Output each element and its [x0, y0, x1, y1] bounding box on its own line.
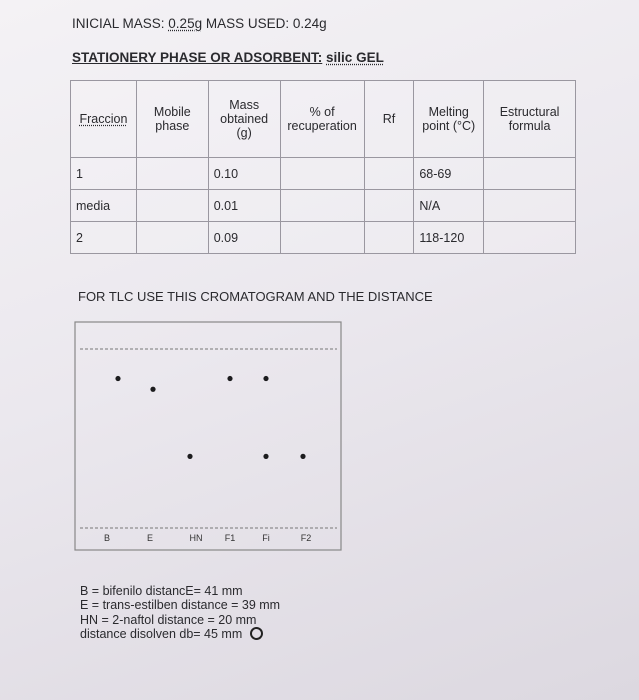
lane-label: B: [103, 533, 111, 543]
mass-used-label: MASS USED:: [205, 16, 290, 31]
legend-solvent-distance-text: distance disolven db= 45 mm: [80, 627, 243, 641]
header-structural-formula: Estructural formula: [484, 81, 576, 158]
tlc-plate-border: [75, 322, 341, 550]
header-mobile-phase: Mobile phase: [136, 81, 208, 158]
table-row: [71, 158, 576, 190]
cell-formula[interactable]: [484, 158, 576, 190]
cell-fraction: media: [71, 190, 137, 222]
header-rf: Rf: [364, 81, 414, 158]
legend-bifenilo: B = bifenilo distancE= 41 mm: [80, 584, 243, 598]
cell-melting-point: 118-120: [414, 222, 484, 254]
initial-mass-line: [72, 16, 327, 31]
cell-mass: 0.09: [208, 222, 280, 254]
tlc-spot: [263, 454, 268, 459]
tlc-spot: [227, 376, 232, 381]
cell-formula[interactable]: [484, 190, 576, 222]
header-mass-obtained: Mass obtained (g): [208, 81, 280, 158]
cell-fraction: 1: [71, 158, 137, 190]
lane-label: F2: [300, 533, 312, 543]
header-recuperation: % of recuperation: [280, 81, 364, 158]
initial-mass-label: INICIAL MASS:: [72, 16, 165, 31]
results-table: [70, 80, 576, 254]
table-row: [71, 190, 576, 222]
cell-rf[interactable]: [364, 222, 414, 254]
stationary-phase-label: STATIONERY PHASE OR ADSORBENT:: [72, 50, 323, 65]
lane-label: HN: [189, 533, 203, 543]
tlc-spot: [187, 454, 192, 459]
cell-recuperation[interactable]: [280, 190, 364, 222]
mass-used-value: 0.24g: [292, 16, 327, 31]
lane-label: E: [146, 533, 154, 543]
initial-mass-value: 0.25g: [168, 16, 203, 31]
cell-fraction: 2: [71, 222, 137, 254]
header-melting-point: Melting point (°C): [414, 81, 484, 158]
stationary-phase-line: [72, 50, 384, 65]
circle-icon: [250, 627, 263, 640]
tlc-spot: [150, 387, 155, 392]
tlc-spot: [115, 376, 120, 381]
table-row: [71, 222, 576, 254]
table-header-row: [71, 81, 576, 158]
tlc-heading: FOR TLC USE THIS CROMATOGRAM AND THE DISTANCE: [78, 289, 433, 304]
cell-mobile[interactable]: [136, 158, 208, 190]
cell-mobile[interactable]: [136, 222, 208, 254]
cell-recuperation[interactable]: [280, 158, 364, 190]
cell-mobile[interactable]: [136, 190, 208, 222]
stationary-phase-value: silic GEL: [326, 50, 384, 65]
tlc-spot: [263, 376, 268, 381]
cell-melting-point: 68-69: [414, 158, 484, 190]
legend-trans-estilben: E = trans-estilben distance = 39 mm: [80, 598, 281, 612]
legend-solvent-distance: [80, 627, 263, 641]
cell-mass: 0.01: [208, 190, 280, 222]
cell-melting-point: N/A: [414, 190, 484, 222]
cell-rf[interactable]: [364, 190, 414, 222]
lane-label: F1: [224, 533, 236, 543]
lane-label: Fi: [262, 533, 270, 543]
legend-2-naftol: HN = 2-naftol distance = 20 mm: [80, 613, 257, 627]
cell-rf[interactable]: [364, 158, 414, 190]
cell-recuperation[interactable]: [280, 222, 364, 254]
tlc-spot: [300, 454, 305, 459]
cell-mass: 0.10: [208, 158, 280, 190]
cell-formula[interactable]: [484, 222, 576, 254]
header-fraccion: Fraccion: [71, 81, 137, 158]
